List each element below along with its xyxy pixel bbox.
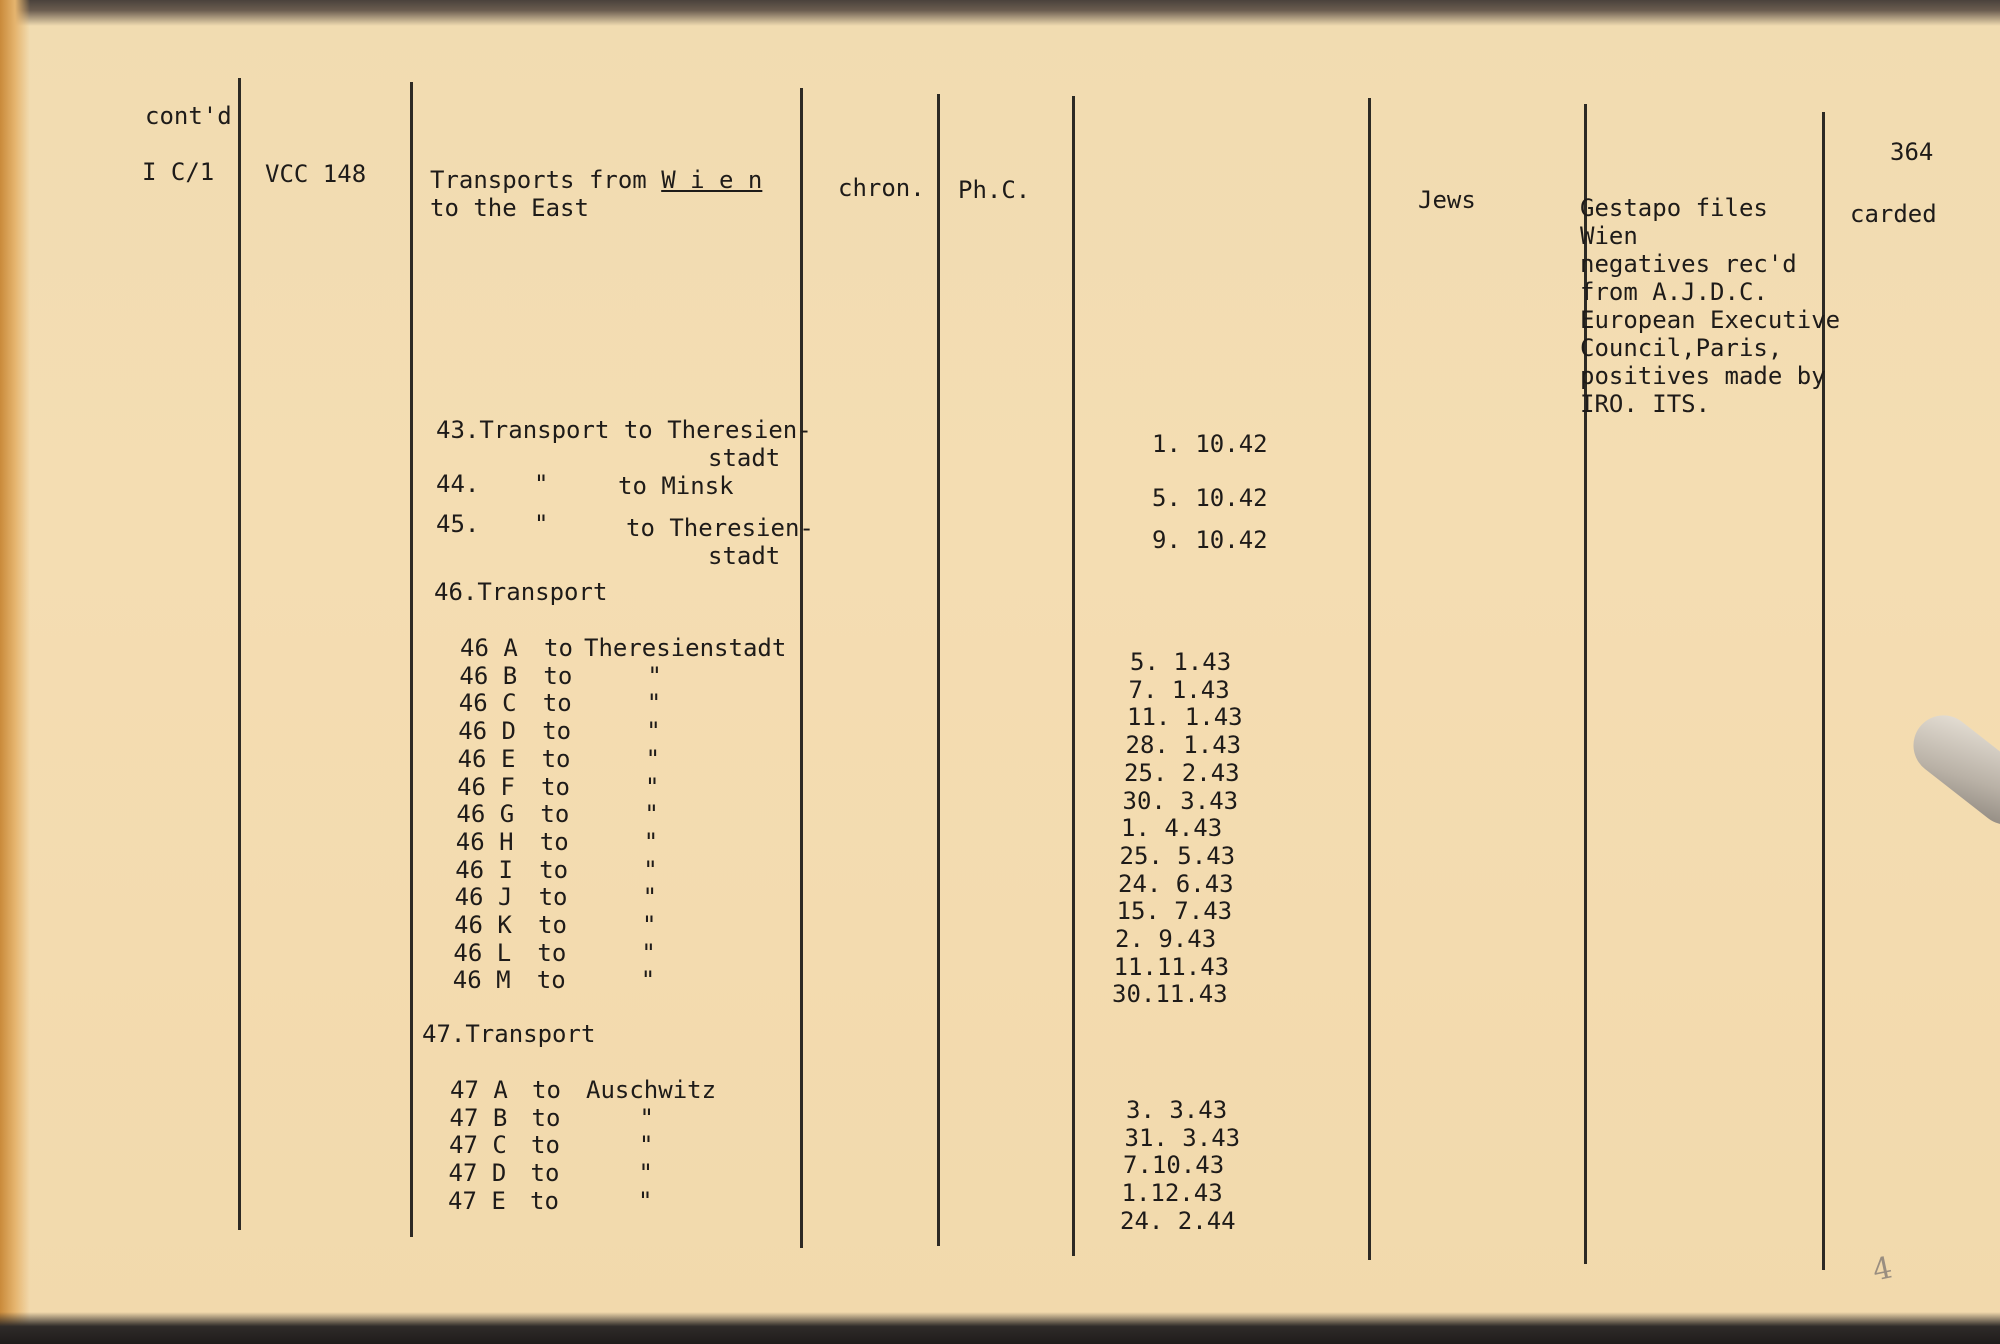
row-to: to — [538, 883, 568, 912]
top-shadow — [0, 0, 2000, 26]
row-to: to — [542, 689, 572, 718]
row-id: 46 A — [460, 634, 518, 662]
title-prefix: Transports from — [430, 166, 662, 194]
row-dest: " — [643, 827, 659, 856]
ref-code: I C/1 — [142, 158, 215, 186]
transport-46-heading: 46.Transport — [434, 578, 608, 606]
row-dest: Auschwitz — [586, 1076, 717, 1104]
doc-title — [430, 166, 762, 194]
row-date: 31. 3.43 — [1124, 1123, 1241, 1152]
row-id: 47 E — [448, 1186, 506, 1215]
row-id: 47 C — [449, 1131, 507, 1160]
jews-label: Jews — [1418, 186, 1476, 214]
bottom-shadow — [0, 1312, 2000, 1344]
note-line: negatives rec'd — [1580, 250, 1797, 278]
row-id: 46 C — [458, 689, 517, 718]
row-date: 24. 2.44 — [1120, 1206, 1236, 1235]
column-rule — [1822, 112, 1825, 1270]
note-line: Wien — [1580, 222, 1638, 250]
transport-45-ditto: " — [534, 510, 549, 538]
row-to: to — [530, 1159, 560, 1188]
row-date: 30.11.43 — [1112, 980, 1228, 1009]
row-date: 1. 4.43 — [1121, 814, 1223, 843]
row-date: 7. 1.43 — [1128, 675, 1230, 704]
vcc-number: VCC 148 — [265, 160, 367, 188]
row-date: 11. 1.43 — [1127, 703, 1243, 732]
row-to: to — [543, 661, 573, 690]
date-43: 1. 10.42 — [1152, 430, 1268, 458]
row-to: to — [540, 800, 570, 829]
row-dest: " — [638, 1186, 653, 1215]
transport-43-cont: stadt — [708, 444, 781, 472]
row-date: 1.12.43 — [1121, 1179, 1223, 1208]
row-date: 30. 3.43 — [1122, 786, 1239, 815]
row-date: 25. 5.43 — [1119, 841, 1236, 870]
row-id: 46 G — [456, 800, 515, 829]
column-rule — [238, 78, 241, 1230]
row-dest: " — [638, 1159, 653, 1188]
row-dest: " — [641, 938, 656, 967]
page-number: 364 — [1890, 138, 1934, 166]
row-date: 25. 2.43 — [1124, 758, 1240, 787]
column-rule — [937, 94, 940, 1246]
row-id: 46 D — [458, 717, 516, 746]
phc-label: Ph.C. — [958, 176, 1031, 204]
row-to: to — [541, 744, 571, 773]
transport-47-heading: 47.Transport — [422, 1020, 596, 1048]
note-line: IRO. ITS. — [1580, 390, 1711, 418]
row-date: 7.10.43 — [1123, 1151, 1225, 1180]
row-dest: " — [644, 800, 659, 829]
row-to: to — [531, 1103, 561, 1132]
row-id: 47 B — [449, 1103, 508, 1132]
row-date: 15. 7.43 — [1116, 897, 1233, 926]
row-to: to — [539, 855, 569, 884]
row-id: 46 M — [452, 966, 511, 995]
row-to: to — [538, 911, 567, 939]
row-date: 5. 1.43 — [1130, 648, 1232, 676]
row-to: to — [539, 827, 569, 856]
row-to: to — [542, 717, 572, 746]
row-dest: " — [645, 772, 660, 801]
transport-45-dest: to Theresien- — [626, 514, 814, 542]
pencil-mark: 4 — [1869, 1250, 1896, 1289]
row-date: 11.11.43 — [1113, 952, 1230, 981]
column-rule — [1368, 98, 1371, 1260]
note-line: European Executive — [1580, 306, 1841, 334]
title-city: W i e n — [661, 166, 763, 194]
transport-44-dest: to Minsk — [618, 472, 734, 500]
row-id: 46 E — [457, 744, 516, 773]
row-date: 2. 9.43 — [1115, 925, 1217, 953]
date-44: 5. 10.42 — [1152, 484, 1268, 512]
column-rule — [410, 82, 413, 1237]
row-id: 46 K — [454, 911, 512, 939]
row-id: 47 D — [448, 1159, 507, 1188]
date-45: 9. 10.42 — [1152, 526, 1268, 554]
row-id: 46 B — [459, 661, 518, 690]
note-line: from A.J.D.C. — [1580, 278, 1768, 306]
row-to: to — [532, 1076, 561, 1104]
column-rule — [1072, 96, 1075, 1256]
row-dest: " — [643, 855, 658, 884]
row-to: to — [541, 772, 570, 801]
transport-45-no: 45. — [436, 510, 480, 538]
transport-44-no: 44. — [436, 470, 480, 498]
note-line: Council,Paris, — [1580, 334, 1783, 362]
transport-43: 43.Transport to Theresien- — [436, 416, 812, 444]
row-to: to — [530, 1186, 559, 1215]
row-dest: " — [642, 911, 657, 939]
chron-label: chron. — [838, 174, 925, 202]
carded-label: carded — [1850, 200, 1937, 228]
row-date: 24. 6.43 — [1118, 869, 1234, 898]
transport-44-ditto: " — [534, 470, 549, 498]
row-to: to — [536, 966, 566, 995]
row-dest: " — [639, 1103, 654, 1132]
row-id: 46 I — [455, 855, 513, 884]
row-to: to — [537, 938, 567, 967]
row-dest: " — [647, 661, 662, 690]
row-id: 46 J — [454, 883, 513, 912]
note-line: positives made by — [1580, 362, 1826, 390]
row-dest: " — [640, 966, 656, 995]
row-dest: " — [646, 717, 661, 746]
contd-label: cont'd — [145, 102, 232, 130]
row-date: 28. 1.43 — [1125, 731, 1242, 760]
row-dest: " — [642, 883, 658, 912]
row-id: 46 H — [455, 827, 514, 856]
row-to: to — [531, 1131, 560, 1160]
transport-45-dest-cont: stadt — [708, 542, 781, 570]
doc-title-line2: to the East — [430, 194, 589, 222]
row-dest: " — [639, 1131, 654, 1160]
paper-clip — [1901, 703, 2000, 836]
row-id: 46 L — [453, 938, 512, 967]
row-dest: Theresienstadt — [584, 634, 787, 662]
column-rule — [800, 88, 803, 1248]
row-to: to — [544, 634, 573, 662]
row-id: 47 A — [450, 1076, 508, 1104]
row-dest: " — [646, 689, 662, 718]
note-line: Gestapo files — [1580, 194, 1768, 222]
row-date: 3. 3.43 — [1126, 1096, 1228, 1124]
row-dest: " — [645, 744, 661, 773]
page-edge — [0, 0, 30, 1344]
row-id: 46 F — [457, 772, 515, 801]
